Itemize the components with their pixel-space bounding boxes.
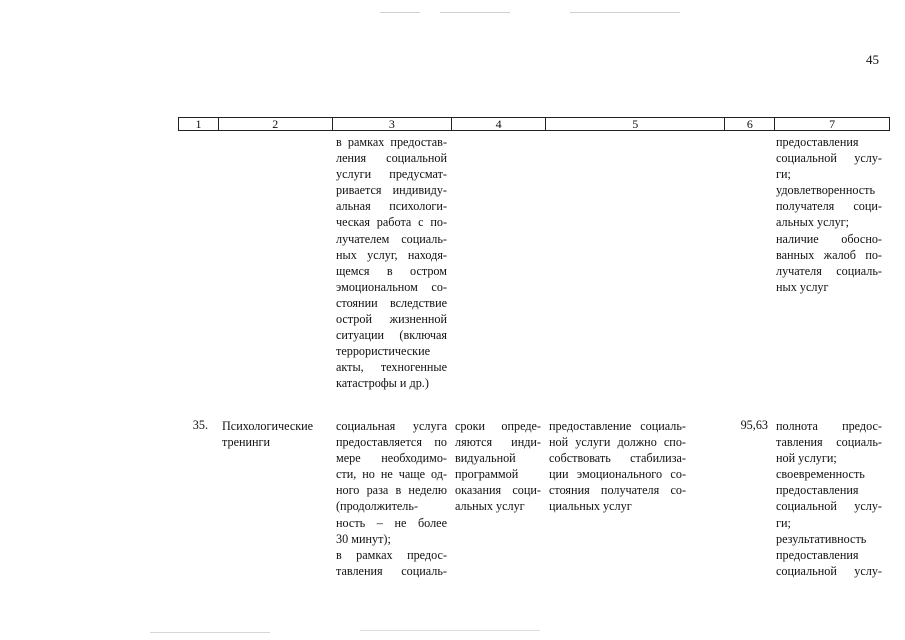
text-line: социальная услуга [336,419,447,433]
text-line: ность – не более [336,515,447,530]
header-col-7: 7 [829,117,836,131]
row35-col4 [455,418,541,515]
text-line: щемся в остром [336,263,447,278]
text-line: 30 минут); [336,531,391,546]
text-line: ной услуги должно спо- [549,435,686,450]
text-line: предоставления [776,547,859,562]
text-line: тавления социаль- [776,435,882,450]
text-line: сроки опреде- [455,419,541,433]
text-line: ления социальной [336,151,447,166]
text-line: циальных услуг [549,499,632,514]
text-line: лучателя социаль- [776,263,882,278]
text-line: острой жизненной [336,312,447,327]
text-line: (продолжитель- [336,499,419,514]
text-line: альных услуг [455,499,525,514]
text-line: стоянии вследствие [336,295,447,310]
text-line: удовлетворенность [776,183,876,198]
text-line: социальной услу- [776,563,882,578]
text-line: предоставляется по [336,435,447,450]
text-line: ривается индивиду- [336,183,447,198]
text-line: катастрофы и др.) [336,376,429,391]
service-name [222,418,332,450]
text-line: предоставления [776,483,859,498]
text-line: сти, но не чаще од- [336,467,447,482]
text-line: ситуации (включая [336,328,447,343]
text-line: программой [455,467,519,482]
text-line: видуальной [455,451,516,466]
text-line: ной услуги; [776,451,837,466]
text-line: в рамках предос- [336,547,447,562]
text-line: своевременность [776,467,865,482]
page-number: 45 [866,52,879,67]
header-col-2: 2 [219,118,333,130]
text-line: ческая работа с по- [336,215,447,230]
text-line: альных услуг; [776,215,850,230]
text-line: социальной услу- [776,151,882,166]
text-line: тренинги [222,435,271,450]
text-line: услуги предусмат- [336,167,447,182]
text-line: наличие обосно- [776,231,882,246]
scan-artifact [440,12,510,13]
text-line: тавления социаль- [336,563,447,578]
table-header-row [178,117,890,131]
row35-col3 [336,418,447,579]
continuation-col3 [336,134,447,392]
text-line: ляются инди- [455,435,541,450]
text-line: предоставления [776,135,859,149]
text-line: собствовать стабилиза- [549,451,686,466]
text-line: лучателем социаль- [336,231,447,246]
text-line: социальной услу- [776,499,882,514]
text-line: ги; [776,515,791,530]
text-line: полнота предос- [776,419,882,433]
text-line: предоставление социаль- [549,419,686,433]
row35-col5 [549,418,686,515]
continuation-col7 [776,134,882,295]
row35-value: 95,63 [740,418,768,432]
header-col-6: 6 [725,118,775,130]
text-line: в рамках предостав- [336,135,447,149]
row35-col7 [776,418,882,579]
text-line: ного раза в неделю [336,483,447,498]
scan-artifact [570,12,680,13]
text-line: акты, техногенные [336,360,447,375]
text-line: оказания соци- [455,483,541,498]
text-line: ных услуг [776,279,829,294]
text-line: ги; [776,167,791,182]
header-col-4: 4 [452,118,546,130]
text-line: результативность [776,531,867,546]
text-line: террористические [336,344,430,359]
text-line: ванных жалоб по- [776,247,882,262]
text-line: получателя соци- [776,199,882,214]
text-line: альная психологи- [336,199,447,214]
scan-artifact [380,12,420,13]
text-line: Психологические [222,419,314,433]
text-line: мере необходимо- [336,451,447,466]
header-col-1: 1 [179,118,219,130]
header-col-5: 5 [546,118,726,130]
text-line: стояния получателя со- [549,483,686,498]
text-line: эмоциональном со- [336,279,447,294]
header-col-3: 3 [333,118,453,130]
row-number: 35. [192,418,208,432]
scan-artifact [360,630,540,631]
text-line: ции эмоционального со- [549,467,686,482]
text-line: ных услуг, находя- [336,247,447,262]
scan-artifact [150,632,270,633]
